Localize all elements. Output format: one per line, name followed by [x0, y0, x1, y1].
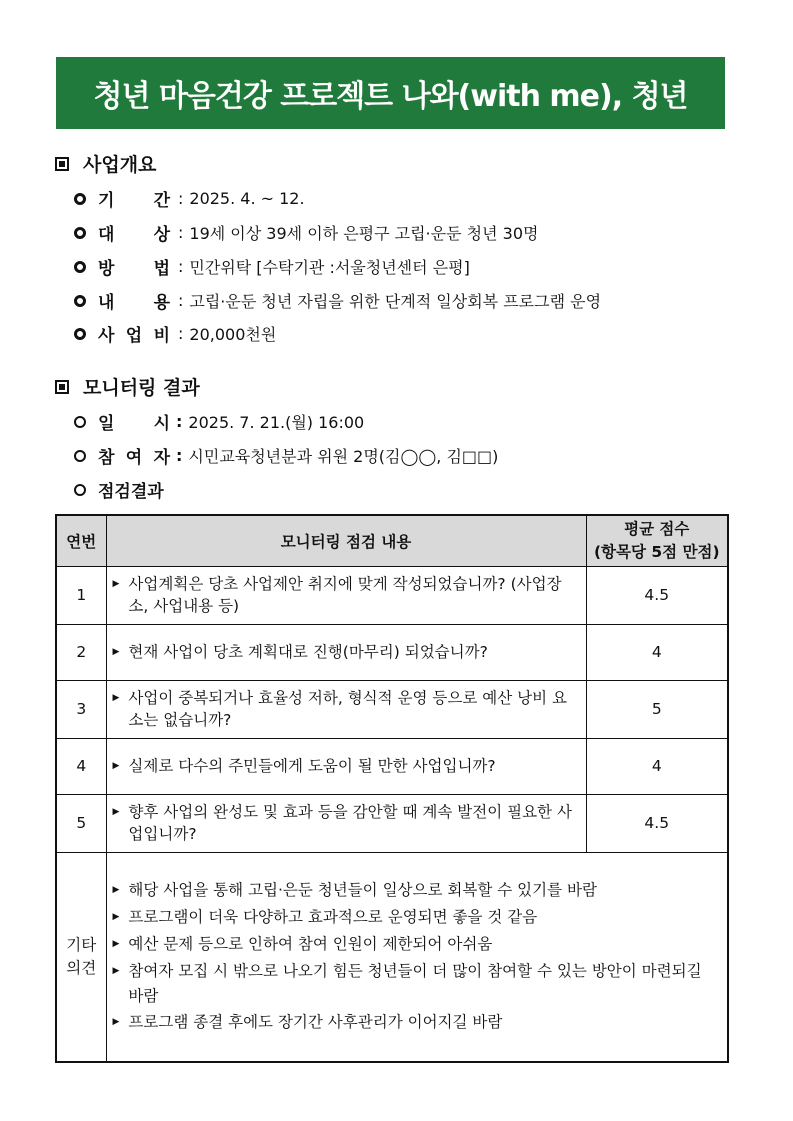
- row-no: 4: [56, 738, 106, 794]
- overview-item-method: [74, 254, 470, 279]
- overview-item-label: [98, 288, 170, 313]
- label-char: 참: [98, 448, 115, 468]
- triangle-bullet-icon: ▶: [112, 692, 120, 703]
- label-char: 간: [153, 191, 170, 211]
- row-question: [106, 680, 586, 738]
- section-monitoring-title: 모니터링 결과: [83, 377, 200, 399]
- circle-bullet-icon: [74, 227, 86, 239]
- triangle-bullet-icon: ▶: [112, 1017, 120, 1028]
- row-question: [106, 794, 586, 852]
- header-score-note: (항목당 5점 만점): [593, 543, 720, 561]
- label-char: 상: [153, 225, 170, 245]
- colon-separator: :: [178, 257, 184, 276]
- square-bullet-icon: [55, 380, 69, 394]
- label-char: 자: [153, 448, 170, 468]
- monitoring-item-participants: [74, 443, 498, 468]
- overview-item-label: [98, 254, 170, 279]
- label-char: 업: [125, 326, 143, 346]
- row-no: 3: [56, 680, 106, 738]
- table-row-other-opinions: [56, 852, 728, 1062]
- triangle-bullet-icon: ▶: [112, 965, 120, 976]
- overview-item-label: [98, 186, 170, 211]
- row-question-text: 사업계획은 당초 사업제안 취지에 맞게 작성되었습니까? (사업장소, 사업내용 등): [128, 575, 562, 616]
- check-results-label: 점검결과: [98, 482, 164, 502]
- label-char: 내: [98, 293, 115, 313]
- triangle-bullet-icon: ▶: [112, 939, 120, 950]
- label-char: 용: [153, 293, 170, 313]
- table-row: [56, 624, 728, 680]
- opinion-item: [113, 878, 722, 903]
- table-row: [56, 794, 728, 852]
- monitoring-check-heading: [74, 477, 164, 502]
- triangle-bullet-icon: ▶: [112, 885, 120, 896]
- page-title-text: 청년 마음건강 프로젝트 나와(with me), 청년: [93, 79, 688, 114]
- other-label-line: 의견: [66, 958, 97, 977]
- overview-item-value: 민간위탁 [수탁기관 :서울청년센터 은평]: [189, 258, 470, 277]
- circle-bullet-icon: [74, 261, 86, 273]
- circle-bullet-icon: [74, 295, 86, 307]
- square-bullet-icon: [55, 157, 69, 171]
- header-score: [586, 515, 728, 567]
- section-overview-heading: [55, 150, 156, 177]
- label-char: 비: [153, 326, 170, 346]
- triangle-bullet-icon: ▶: [112, 912, 120, 923]
- label-char: 여: [125, 448, 143, 468]
- header-content: 모니터링 점검 내용: [106, 515, 586, 567]
- overview-item-value: 2025. 4. ~ 12.: [189, 189, 305, 208]
- section-monitoring-heading: [55, 373, 200, 400]
- overview-item-label: [98, 220, 170, 245]
- overview-item-period: [74, 186, 305, 211]
- row-question: [106, 738, 586, 794]
- table-header-row: [56, 515, 728, 567]
- colon-separator: :: [178, 324, 184, 343]
- opinion-text: 프로그램 종결 후에도 장기간 사후관리가 이어지길 바람: [128, 1013, 503, 1032]
- colon-separator: :: [176, 446, 183, 465]
- row-score: 4: [586, 738, 728, 794]
- row-score: 4.5: [586, 794, 728, 852]
- table-row: [56, 738, 728, 794]
- header-no: 연번: [56, 515, 106, 567]
- other-opinions-content: [106, 852, 728, 1062]
- triangle-bullet-icon: ▶: [112, 806, 120, 817]
- row-question: [106, 567, 586, 625]
- circle-bullet-icon: [74, 328, 86, 340]
- opinion-text: 참여자 모집 시 밖으로 나오기 힘든 청년들이 더 많이 참여할 수 있는 방안이 마련되길 바람: [128, 961, 702, 1005]
- row-question-text: 현재 사업이 당초 계획대로 진행(마무리) 되었습니까?: [128, 643, 488, 662]
- opinion-item: [113, 959, 722, 1009]
- triangle-bullet-icon: ▶: [112, 761, 120, 772]
- monitoring-item-label: [98, 409, 170, 434]
- label-char: 기: [98, 191, 115, 211]
- monitoring-item-datetime: [74, 409, 364, 434]
- other-label-line: 기타: [66, 935, 97, 954]
- row-question-text: 사업이 중복되거나 효율성 저하, 형식적 운영 등으로 예산 낭비 요소는 없습니까?: [128, 688, 567, 730]
- label-char: 방: [98, 259, 115, 279]
- row-no: 5: [56, 794, 106, 852]
- overview-item-value: 고립·운둔 청년 자립을 위한 단계적 일상회복 프로그램 운영: [189, 292, 602, 311]
- row-no: 1: [56, 567, 106, 625]
- label-char: 일: [98, 414, 115, 434]
- row-score: 4.5: [586, 567, 728, 625]
- monitoring-item-value: 시민교육청년분과 위원 2명(김◯◯, 김□□): [188, 447, 499, 466]
- colon-separator: :: [178, 223, 184, 242]
- overview-item-budget: [74, 321, 276, 346]
- circle-bullet-icon: [74, 193, 86, 205]
- page-title: [56, 57, 725, 129]
- opinion-item: [113, 932, 722, 957]
- opinion-item: [113, 905, 722, 930]
- circle-bullet-icon: [74, 450, 86, 462]
- monitoring-item-label: [98, 443, 170, 468]
- colon-separator: :: [178, 291, 184, 310]
- triangle-bullet-icon: ▶: [112, 647, 120, 658]
- row-no: 2: [56, 624, 106, 680]
- other-opinions-label: [56, 852, 106, 1062]
- opinion-item: [113, 1010, 722, 1035]
- row-question-text: 실제로 다수의 주민들에게 도움이 될 만한 사업입니까?: [128, 757, 496, 776]
- overview-item-target: [74, 220, 538, 245]
- colon-separator: :: [178, 189, 184, 208]
- row-score: 4: [586, 624, 728, 680]
- opinion-text: 프로그램이 더욱 다양하고 효과적으로 운영되면 좋을 것 같음: [128, 908, 538, 927]
- section-overview-title: 사업개요: [83, 154, 157, 176]
- opinion-text: 예산 문제 등으로 인하여 참여 인원이 제한되어 아쉬움: [128, 935, 493, 954]
- opinion-text: 해당 사업을 통해 고립·은둔 청년들이 일상으로 회복할 수 있기를 바람: [128, 881, 597, 900]
- overview-item-label: [98, 321, 170, 346]
- table-row: [56, 680, 728, 738]
- circle-bullet-icon: [74, 416, 86, 428]
- overview-item-content: [74, 288, 601, 313]
- monitoring-item-value: 2025. 7. 21.(월) 16:00: [188, 413, 365, 432]
- triangle-bullet-icon: ▶: [112, 579, 120, 589]
- label-char: 법: [153, 259, 170, 279]
- overview-item-value: 20,000천원: [189, 325, 277, 344]
- label-char: 사: [98, 326, 115, 346]
- row-question-text: 향후 사업의 완성도 및 효과 등을 감안할 때 계속 발전이 필요한 사업입니까?: [128, 802, 572, 844]
- row-question: [106, 624, 586, 680]
- table-row: [56, 567, 728, 625]
- circle-bullet-icon: [74, 484, 86, 496]
- label-char: 시: [153, 414, 170, 434]
- colon-separator: :: [176, 412, 183, 431]
- row-score: 5: [586, 680, 728, 738]
- overview-item-value: 19세 이상 39세 이하 은평구 고립·운둔 청년 30명: [189, 224, 539, 243]
- label-char: 대: [98, 225, 115, 245]
- check-results-table: [55, 514, 729, 1063]
- header-score-title: 평균 점수: [624, 519, 690, 538]
